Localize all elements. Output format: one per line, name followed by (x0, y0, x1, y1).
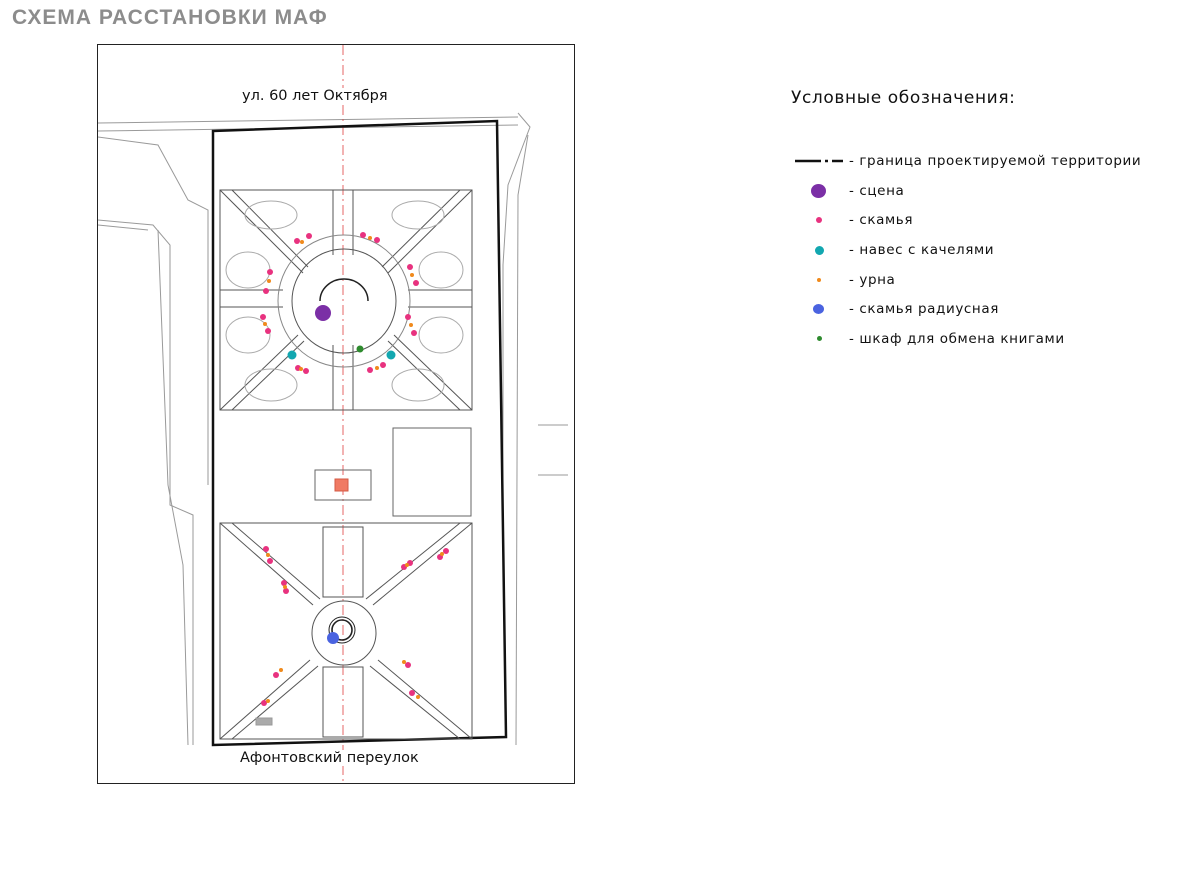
stage-dot-icon (791, 183, 849, 199)
legend-item-stage (791, 176, 1141, 206)
legend-item-bin (791, 265, 1141, 295)
radial-bench-dot-icon (791, 301, 849, 317)
page-title: СХЕМА РАССТАНОВКИ МАФ (12, 6, 328, 29)
legend-label-bin: - урна (849, 271, 896, 288)
bench-markers (260, 232, 449, 706)
legend-label-boundary: - граница проектируемой территории (849, 152, 1142, 169)
bin-dot-icon (791, 272, 849, 288)
site-plan-map[interactable] (97, 44, 575, 784)
legend-label-bookcase: - шкаф для обмена книгами (849, 330, 1065, 347)
swing-canopy-dot-icon (791, 242, 849, 258)
bin-markers (263, 236, 444, 703)
legend-item-bookcase (791, 324, 1141, 354)
legend-item-swing-canopy (791, 235, 1141, 265)
bookcase-marker (357, 346, 364, 353)
legend-label-radial-bench: - скамья радиусная (849, 301, 999, 318)
legend (791, 88, 1141, 354)
legend-item-radial-bench (791, 294, 1141, 324)
maf-markers (98, 45, 575, 784)
legend-label-swing-canopy: - навес с качелями (849, 241, 995, 258)
legend-title: Условные обозначения: (791, 88, 1016, 108)
boundary-line-icon (791, 153, 849, 169)
radial-bench-marker (327, 632, 339, 644)
swing-canopy-markers (288, 351, 396, 360)
legend-label-bench: - скамья (849, 212, 914, 229)
legend-item-boundary (791, 146, 1141, 176)
legend-item-bench (791, 205, 1141, 235)
street-label-north: ул. 60 лет Октября (238, 88, 392, 104)
street-label-south: Афонтовский переулок (236, 750, 423, 766)
stage-marker (315, 305, 331, 321)
bookcase-dot-icon (791, 331, 849, 347)
bench-dot-icon (791, 212, 849, 228)
legend-label-stage: - сцена (849, 182, 905, 199)
